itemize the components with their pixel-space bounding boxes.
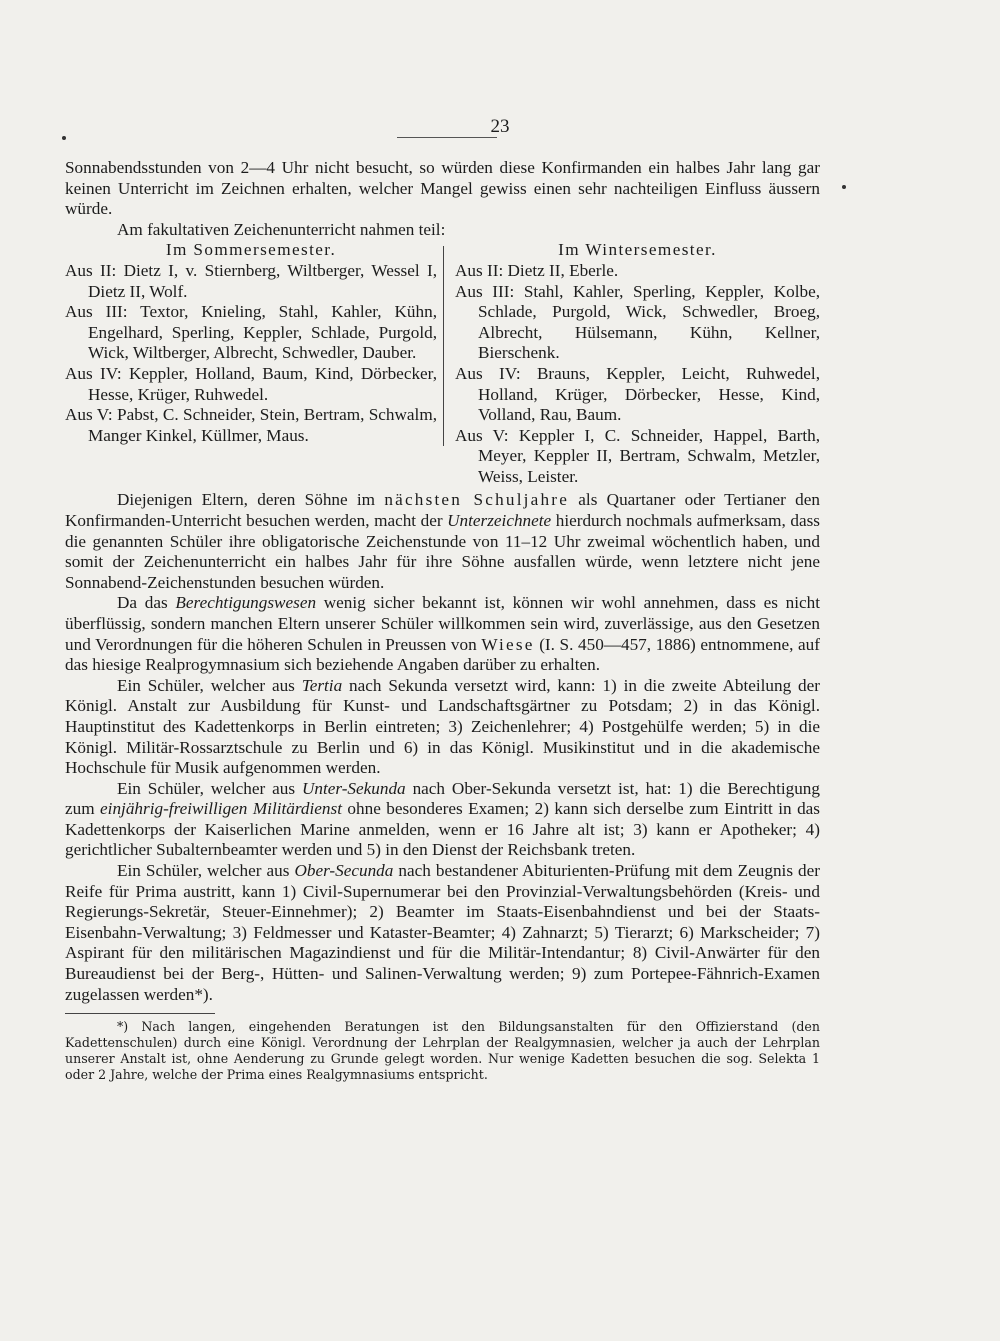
intro-paragraph: Sonnabendsstunden von 2—4 Uhr nicht besucht, so würden diese Konfirmanden ein halbes Jahr lang gar keinen Unterricht im Zeichnen erhalten, welcher Mangel gewiss einen sehr nachteiligen Einfluss äussern würde. [65,158,820,219]
text-run: Ein Schüler, welcher aus [117,861,295,881]
emphasis-text: nächsten Schuljahre [384,490,570,510]
emphasis-text: Unter-Sekunda [301,778,406,798]
winter-heading: Im Wintersemester. [558,240,717,260]
text-run: ohne besonderes Examen; 2) kann sich derselbe zum Eintritt in das Kadettenkorps der Kaiserlichen Marine anmelden, wenn er 16 Jahre alt ist; 3) kann er Apotheker; 4) gerichtlicher Subalternbeamter werden und 5) in den Dienst der Reichsbank treten. [65,799,820,860]
summer-entry: Aus II: Dietz I, v. Stiernberg, Wiltberger, Wessel I, Dietz II, Wolf. [65,260,437,301]
winter-semester-column [455,240,820,487]
summer-heading: Im Sommersemester. [165,240,337,260]
text-run: hierdurch nochmals aufmerksam, dass die genannten Schüler ihre obligatorische Zeichenstunde von 11–12 Uhr zweimal wöchentlich haben, und somit der Zeichenunterricht ein halbes Jahr für ihre Söhne ausfallen würde, wenn letztere nicht jene Sonnabend-Zeichenstunden besuchen würden. [65,510,820,592]
text-run: nach Sekunda versetzt wird, kann: 1) in die zweite Abteilung der Königl. Anstalt zur Ausbildung für Kunst- und Landschaftsgärtner zu Potsdam; 2) in das Königl. Hauptinstitut des Kadettenkorps in Berlin eintreten; 3) Zeichenlehrer; 4) Postgehülfe werden; 5) in die Königl. Militär-Rossarztschule zu Berlin und 6) in das Königl. Musikinstitut und in die akademische Hochschule für Musik aufgenommen werden. [65,675,820,778]
body-text [65,158,820,1082]
summer-entry: Aus IV: Keppler, Holland, Baum, Kind, Dörbecker, Hesse, Krüger, Ruhwedel. [65,363,437,404]
intro-lead: Am fakultativen Zeichenunterricht nahmen teil: [117,219,446,239]
text-run: (I. S. 450—457, 1886) entnommene, auf das hiesige Realprogymnasium sich beziehende Angaben darüber zu erhalten. [65,634,820,675]
emphasis-text: Berechtigungswesen [175,593,317,613]
text-run: wenig sicher bekannt ist, können wir wohl annehmen, dass es nicht überflüssig, sondern manchen Eltern unserer Schüler willkommen sein wird, zuverlässige, aus den Gesetzen und Verordnungen für die höheren Schulen in Preussen von [65,593,820,654]
page-number: 23 [490,116,510,137]
footnote-rule [65,1013,215,1014]
winter-entry: Aus II: Dietz II, Eberle. [455,260,619,280]
text-run: als Quartaner oder Tertianer den Konfirmanden-Unterricht besuchen werden, macht der [65,490,820,530]
footnote: *) Nach langen, eingehenden Beratungen ist den Bildungsanstalten für den Offizierstand (den Kadettenschulen) durch eine Königl. Verordnung der Lehrplan der Realgymnasien, welcher ja auch der Lehrplan unserer Anstalt ist, ohne Aenderung zu Grunde gelegt worden. Nur wenige Kadetten besuchen die sog. Selekta 1 oder 2 Jahre, welche der Prima eines Realgymnasiums entspricht. [65,1019,820,1082]
emphasis-text: Tertia [301,675,343,695]
margin-mark [842,185,846,189]
paragraph-eltern [65,490,820,593]
emphasis-text: Wiese [481,634,535,654]
emphasis-text: einjährig-freiwilligen Militärdienst [100,799,342,819]
text-run: Ein Schüler, welcher aus [117,778,302,798]
margin-mark [62,136,66,140]
winter-entry: Aus III: Stahl, Kahler, Sperling, Keppler, Kolbe, Schlade, Purgold, Wick, Schwedler, Broeg, Albrecht, Hülsemann, Kühn, Kellner, Bierschenk. [455,281,820,363]
text-run: Diejenigen Eltern, deren Söhne im [117,490,385,510]
winter-entry: Aus IV: Brauns, Keppler, Leicht, Ruhwedel, Holland, Krüger, Dörbecker, Hesse, Kind, Volland, Rau, Baum. [455,363,820,425]
paragraph-tertia [65,676,820,779]
paragraph-obersekunda [65,861,820,1005]
emphasis-text: Ober-Secunda [294,861,394,881]
page-number-rule [397,137,497,138]
winter-entry: Aus V: Keppler I, C. Schneider, Happel, Barth, Meyer, Keppler II, Bertram, Schwalm, Metzler, Weiss, Leister. [455,425,820,486]
emphasis-text: Unterzeichnete [447,510,552,530]
text-run: Ein Schüler, welcher aus [117,675,302,695]
text-run: Da das [117,593,176,613]
paragraph-untersekunda [65,779,820,861]
column-divider [443,246,444,446]
summer-entry: Aus III: Textor, Knieling, Stahl, Kahler, Kühn, Engelhard, Sperling, Keppler, Schlade, Purgold, Wick, Wiltberger, Albrecht, Schwedler, Dauber. [65,302,437,363]
summer-entry: Aus V: Pabst, C. Schneider, Stein, Bertram, Schwalm, Manger Kinkel, Küllmer, Maus. [65,405,437,445]
participant-lists [65,240,820,490]
text-run: nach Ober-Sekunda versetzt ist, hat: 1) die Berechtigung zum [65,778,820,819]
paragraph-berechtigung [65,593,820,675]
summer-semester-column [65,240,437,446]
text-run: nach bestandener Abiturienten-Prüfung mit dem Zeugnis der Reife für Prima austritt, kann 1) Civil-Supernumerar bei den Provinzial-Verwaltungsbehörden (Kreis- und Regierungs-Sekretär, Steuer-Einnehmer); 2) Beamter im Staats-Eisenbahndienst und bei der Staats-Eisenbahn-Verwaltung; 3) Feldmesser und Kataster-Beamter; 4) Zahnarzt; 5) Tierarzt; 6) Markscheider; 7) Aspirant für den militärischen Magazindienst und für die Militär-Intendantur; 8) Civil-Anwärter für den Bureaudienst bei der Berg-, Hütten- und Salinen-Verwaltung werden; 9) zum Portepee-Fähnrich-Examen zugelassen werden*). [65,861,820,1004]
